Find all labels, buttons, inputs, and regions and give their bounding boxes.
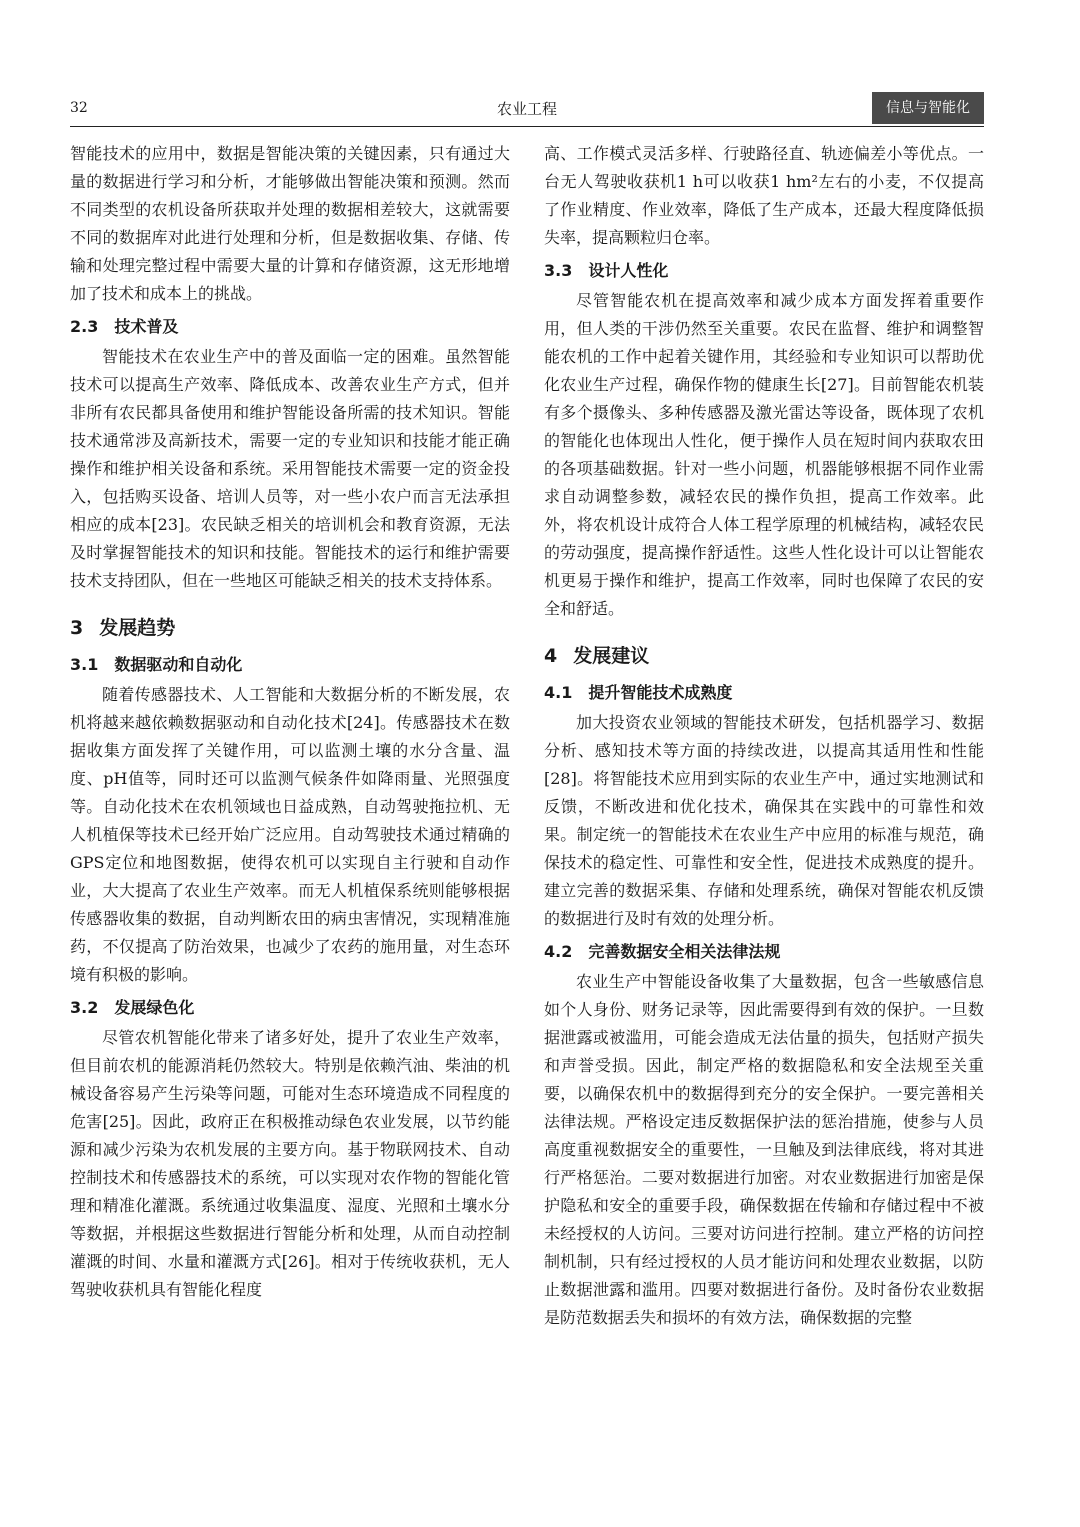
section-heading-4: 4 发展建议 bbox=[544, 645, 650, 667]
section-heading-3-2: 3.2 发展绿色化 bbox=[70, 998, 195, 1017]
paragraph: 尽管智能农机在提高效率和减少成本方面发挥着重要作用，但人类的干涉仍然至关重要。农民在监督、维护和调整智能农机的工作中起着关键作用，其经验和专业知识可以帮助优化农业生产过程，确保作物的健康生长[27]。目前智能农机装有多个摄像头、多种传感器及激光雷达等设备，既体现了农机的智能化也体现出人性化，便于操作人员在短时间内获取农田的各项基础数据。针对一些小问题，机器能够根据不同作业需求自动调整参数，减轻农民的操作负担，提高工作效率。此外，将农机设计成符合人体工程学原理的机械结构，减轻农民的劳动强度，提高操作舒适性。这些人性化设计可以让智能农机更易于操作和维护，提高工作效率，同时也保障了农民的安全和舒适。 bbox=[544, 291, 984, 618]
paragraph: 尽管农机智能化带来了诸多好处，提升了农业生产效率，但目前农机的能源消耗仍然较大。特别是依赖汽油、柴油的机械设备容易产生污染等问题，可能对生态环境造成不同程度的危害[25]。因此，政府正在积极推动绿色农业发展，以节约能源和减少污染为农机发展的主要方向。基于物联网技术、自动控制技术和传感器技术的系统，可以实现对农作物的智能化管理和精准化灌溉。系统通过收集温度、湿度、光照和土壤水分等数据，并根据这些数据进行智能分析和处理，从而自动控制灌溉的时间、水量和灌溉方式[26]。相对于传统收获机，无人驾驶收获机具有智能化程度 bbox=[70, 1028, 510, 1299]
section-heading-2-3: 2.3 技术普及 bbox=[70, 317, 179, 336]
page-number: 32 bbox=[70, 100, 88, 116]
left-column bbox=[70, 140, 510, 1310]
section-heading-3: 3 发展趋势 bbox=[70, 617, 176, 639]
paragraph: 加大投资农业领域的智能技术研发，包括机器学习、数据分析、感知技术等方面的持续改进，以提高其适用性和性能[28]。将智能技术应用到实际的农业生产中，通过实地测试和反馈，不断改进和优化技术，确保其在实践中的可靠性和效果。制定统一的智能技术在农业生产中应用的标准与规范，确保技术的稳定性、可靠性和安全性，促进技术成熟度的提升。建立完善的数据采集、存储和处理系统，确保对智能农机反馈的数据进行及时有效的处理分析。 bbox=[544, 713, 984, 928]
right-column bbox=[544, 140, 984, 1338]
paragraph: 随着传感器技术、人工智能和大数据分析的不断发展，农机将越来越依赖数据驱动和自动化技术[24]。传感器技术在数据收集方面发挥了关键作用，可以监测土壤的水分含量、温度、pH值等，同时还可以监测气候条件如降雨量、光照强度等。自动化技术在农机领域也日益成熟，自动驾驶拖拉机、无人机植保等技术已经开始广泛应用。自动驾驶技术通过精确的GPS定位和地图数据，使得农机可以实现自主行驶和自动作业，大大提高了农业生产效率。而无人机植保系统则能够根据传感器收集的数据，自动判断农田的病虫害情况，实现精准施药，不仅提高了防治效果，也减少了农药的施用量，对生态环境有积极的影响。 bbox=[70, 685, 510, 984]
paragraph: 高、工作模式灵活多样、行驶路径直、轨迹偏差小等优点。一台无人驾驶收获机1 h可以收获1 hm²左右的小麦，不仅提高了作业精度、作业效率，降低了生产成本，还最大程度降低损失率，提高颗粒归仓率。 bbox=[544, 144, 984, 247]
section-heading-3-3: 3.3 设计人性化 bbox=[544, 261, 669, 280]
section-heading-4-2: 4.2 完善数据安全相关法律法规 bbox=[544, 942, 781, 961]
section-heading-4-1: 4.1 提升智能技术成熟度 bbox=[544, 683, 733, 702]
journal-name: 农业工程 bbox=[496, 100, 557, 118]
running-header bbox=[70, 92, 984, 127]
section-tag: 信息与智能化 bbox=[872, 92, 984, 124]
paragraph: 农业生产中智能设备收集了大量数据，包含一些敏感信息如个人身份、财务记录等，因此需要得到有效的保护。一旦数据泄露或被滥用，可能会造成无法估量的损失，包括财产损失和声誉受损。因此，制定严格的数据隐私和安全法规至关重要，以确保农机中的数据得到充分的安全保护。一要完善相关法律法规。严格设定违反数据保护法的惩治措施，使参与人员高度重视数据安全的重要性，一旦触及到法律底线，将对其进行严格惩治。二要对数据进行加密。对农业数据进行加密是保护隐私和安全的重要手段，确保数据在传输和存储过程中不被未经授权的人访问。三要对访问进行控制。建立严格的访问控制机制，只有经过授权的人员才能访问和处理农业数据，以防止数据泄露和滥用。四要对数据进行备份。及时备份农业数据是防范数据丢失和损坏的有效方法，确保数据的完整 bbox=[544, 972, 984, 1327]
paragraph: 智能技术的应用中，数据是智能决策的关键因素，只有通过大量的数据进行学习和分析，才能够做出智能决策和预测。然而不同类型的农机设备所获取并处理的数据相差较大，这就需要不同的数据库对此进行处理和分析，但是数据收集、存储、传输和处理完整过程中需要大量的计算和存储资源，这无形地增加了技术和成本上的挑战。 bbox=[70, 144, 510, 303]
section-heading-3-1: 3.1 数据驱动和自动化 bbox=[70, 655, 243, 674]
paragraph: 智能技术在农业生产中的普及面临一定的困难。虽然智能技术可以提高生产效率、降低成本、改善农业生产方式，但并非所有农民都具备使用和维护智能设备所需的技术知识。智能技术通常涉及高新技术，需要一定的专业知识和技能才能正确操作和维护相关设备和系统。采用智能技术需要一定的资金投入，包括购买设备、培训人员等，对一些小农户而言无法承担相应的成本[23]。农民缺乏相关的培训机会和教育资源，无法及时掌握智能技术的知识和技能。智能技术的运行和维护需要技术支持团队，但在一些地区可能缺乏相关的技术支持体系。 bbox=[70, 347, 510, 590]
